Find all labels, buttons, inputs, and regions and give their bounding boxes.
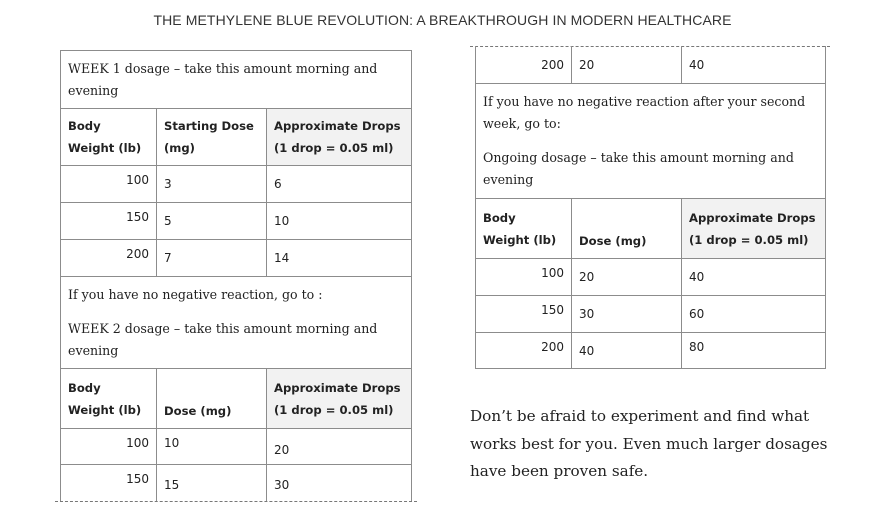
cell-dose: 20 — [572, 259, 682, 296]
cell-drops: 20 — [267, 429, 412, 465]
right-dosage-table — [475, 46, 826, 369]
closing-paragraph: Don’t be afraid to experiment and find what works best for you. Even much larger dosages have been proven safe. — [470, 407, 828, 480]
left-table-crop — [58, 48, 416, 502]
cell-dose: 10 — [157, 429, 267, 465]
cell-weight: 100 — [61, 166, 157, 203]
cell-drops: 60 — [682, 296, 826, 333]
cell-dose: 20 — [572, 46, 682, 84]
table-row — [61, 203, 412, 240]
transition-note: If you have no negative reaction, go to : — [68, 286, 323, 302]
table-row — [476, 46, 826, 84]
table-row — [476, 259, 826, 296]
cell-dose: 5 — [157, 203, 267, 240]
cell-drops: 6 — [267, 166, 412, 203]
cell-dose: 3 — [157, 166, 267, 203]
header-dose: Dose (mg) — [157, 369, 267, 429]
cell-weight: 100 — [476, 259, 572, 296]
table-row — [61, 429, 412, 465]
header-approx-drops: Approximate Drops (1 drop = 0.05 ml) — [267, 109, 412, 166]
cell-weight: 150 — [61, 203, 157, 240]
transition-note: If you have no negative reaction after your second week, go to: — [483, 94, 806, 131]
cell-drops: 40 — [682, 46, 826, 84]
ongoing-note — [476, 84, 826, 199]
week2-note — [61, 277, 412, 369]
ongoing-header-row — [476, 199, 826, 259]
cell-dose: 15 — [157, 465, 267, 503]
cell-dose: 30 — [572, 296, 682, 333]
cell-weight: 200 — [61, 240, 157, 277]
cell-weight: 200 — [476, 46, 572, 84]
cell-drops: 30 — [267, 465, 412, 503]
week2-note-row — [61, 277, 412, 369]
cell-weight: 150 — [61, 465, 157, 503]
header-body-weight: Body Weight (lb) — [61, 109, 157, 166]
cell-drops: 14 — [267, 240, 412, 277]
cell-weight: 200 — [476, 333, 572, 369]
left-dosage-table — [60, 50, 412, 502]
ongoing-note-row — [476, 84, 826, 199]
week1-note-row — [61, 51, 412, 109]
table-row — [61, 166, 412, 203]
table-row — [476, 333, 826, 369]
week2-dosage-note: WEEK 2 dosage – take this amount morning and evening — [68, 320, 378, 358]
header-dose: Dose (mg) — [572, 199, 682, 259]
cell-drops: 80 — [682, 333, 826, 369]
week1-note: WEEK 1 dosage – take this amount morning and evening — [61, 51, 412, 109]
week1-header-row — [61, 109, 412, 166]
header-body-weight: Body Weight (lb) — [61, 369, 157, 429]
header-approx-drops: Approximate Drops (1 drop = 0.05 ml) — [267, 369, 412, 429]
cell-weight: 100 — [61, 429, 157, 465]
ongoing-dosage-note: Ongoing dosage – take this amount morning and evening — [483, 150, 794, 187]
cell-dose: 7 — [157, 240, 267, 277]
table-row — [61, 240, 412, 277]
cell-dose: 40 — [572, 333, 682, 369]
table-row — [476, 296, 826, 333]
right-table-crop — [474, 46, 826, 370]
cell-drops: 10 — [267, 203, 412, 240]
header-body-weight: Body Weight (lb) — [476, 199, 572, 259]
header-approx-drops: Approximate Drops (1 drop = 0.05 ml) — [682, 199, 826, 259]
page-cut-line — [55, 501, 417, 502]
table-row — [61, 465, 412, 503]
cell-weight: 150 — [476, 296, 572, 333]
week2-header-row — [61, 369, 412, 429]
running-head: THE METHYLENE BLUE REVOLUTION: A BREAKTHROUGH IN MODERN HEALTHCARE — [153, 12, 732, 28]
cell-drops: 40 — [682, 259, 826, 296]
header-starting-dose: Starting Dose (mg) — [157, 109, 267, 166]
